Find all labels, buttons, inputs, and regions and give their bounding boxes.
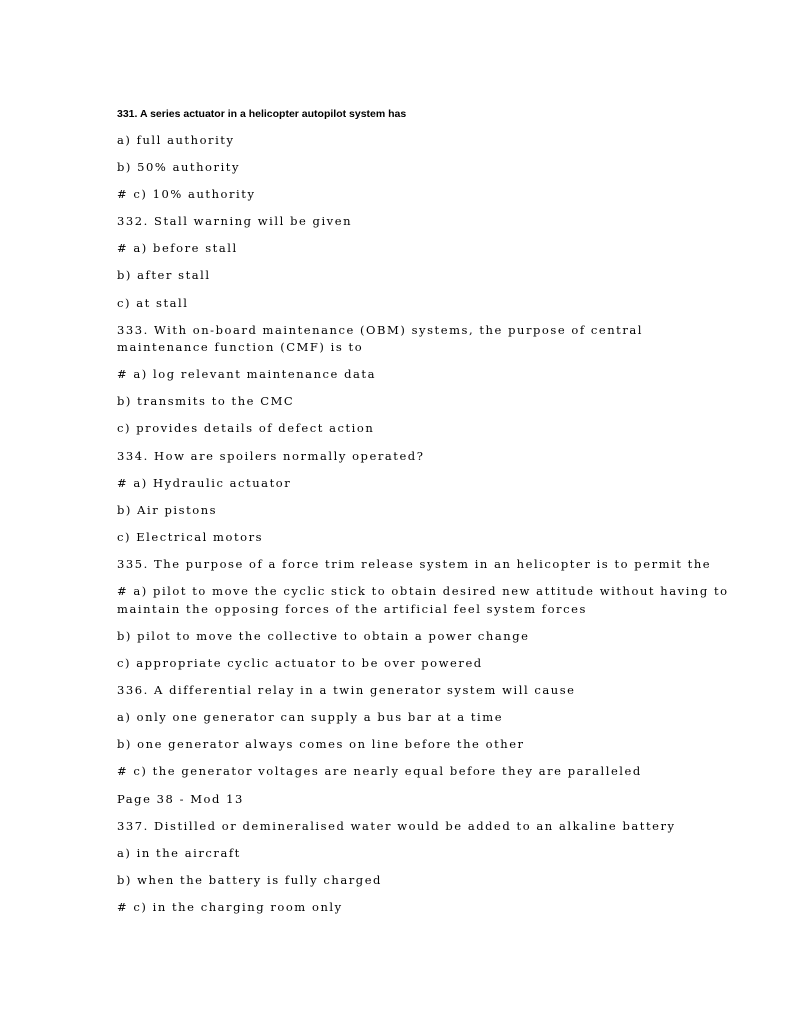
answer-334-b: b) Air pistons (117, 503, 218, 517)
answer-332-b: b) after stall (117, 268, 211, 282)
answer-331-c: # c) 10% authority (117, 187, 256, 201)
question-335: 335. The purpose of a force trim release system in an helicopter is to permit the (117, 557, 712, 571)
question-337: 337. Distilled or demineralised water would be added to an alkaline battery (117, 819, 676, 833)
answer-332-c: c) at stall (117, 296, 189, 310)
question-332: 332. Stall warning will be given (117, 214, 353, 228)
answer-335-a-continued: maintain the opposing forces of the artificial feel system forces (117, 602, 587, 616)
answer-333-b: b) transmits to the CMC (117, 394, 295, 408)
answer-335-c: c) appropriate cyclic actuator to be over powered (117, 656, 483, 670)
answer-331-b: b) 50% authority (117, 160, 241, 174)
answer-332-a: # a) before stall (117, 241, 238, 255)
answer-336-b: b) one generator always comes on line before the other (117, 737, 525, 751)
question-333-continued: maintenance function (CMF) is to (117, 340, 364, 354)
answer-333-c: c) provides details of defect action (117, 421, 375, 435)
answer-334-a: # a) Hydraulic actuator (117, 476, 292, 490)
answer-336-a: a) only one generator can supply a bus bar at a time (117, 710, 504, 724)
answer-337-c: # c) in the charging room only (117, 900, 343, 914)
answer-331-a: a) full authority (117, 133, 235, 147)
answer-337-b: b) when the battery is fully charged (117, 873, 382, 887)
answer-336-c: # c) the generator voltages are nearly equal before they are paralleled (117, 764, 642, 778)
question-336: 336. A differential relay in a twin generator system will cause (117, 683, 576, 697)
question-334: 334. How are spoilers normally operated? (117, 449, 425, 463)
answer-333-a: # a) log relevant maintenance data (117, 367, 376, 381)
page-footer: Page 38 - Mod 13 (117, 792, 244, 806)
question-331: 331. A series actuator in a helicopter autopilot system has (117, 108, 407, 120)
answer-337-a: a) in the aircraft (117, 846, 241, 860)
question-333: 333. With on-board maintenance (OBM) systems, the purpose of central (117, 323, 644, 337)
answer-335-b: b) pilot to move the collective to obtain a power change (117, 629, 530, 643)
answer-334-c: c) Electrical motors (117, 530, 264, 544)
answer-335-a: # a) pilot to move the cyclic stick to obtain desired new attitude without having to (117, 584, 729, 598)
